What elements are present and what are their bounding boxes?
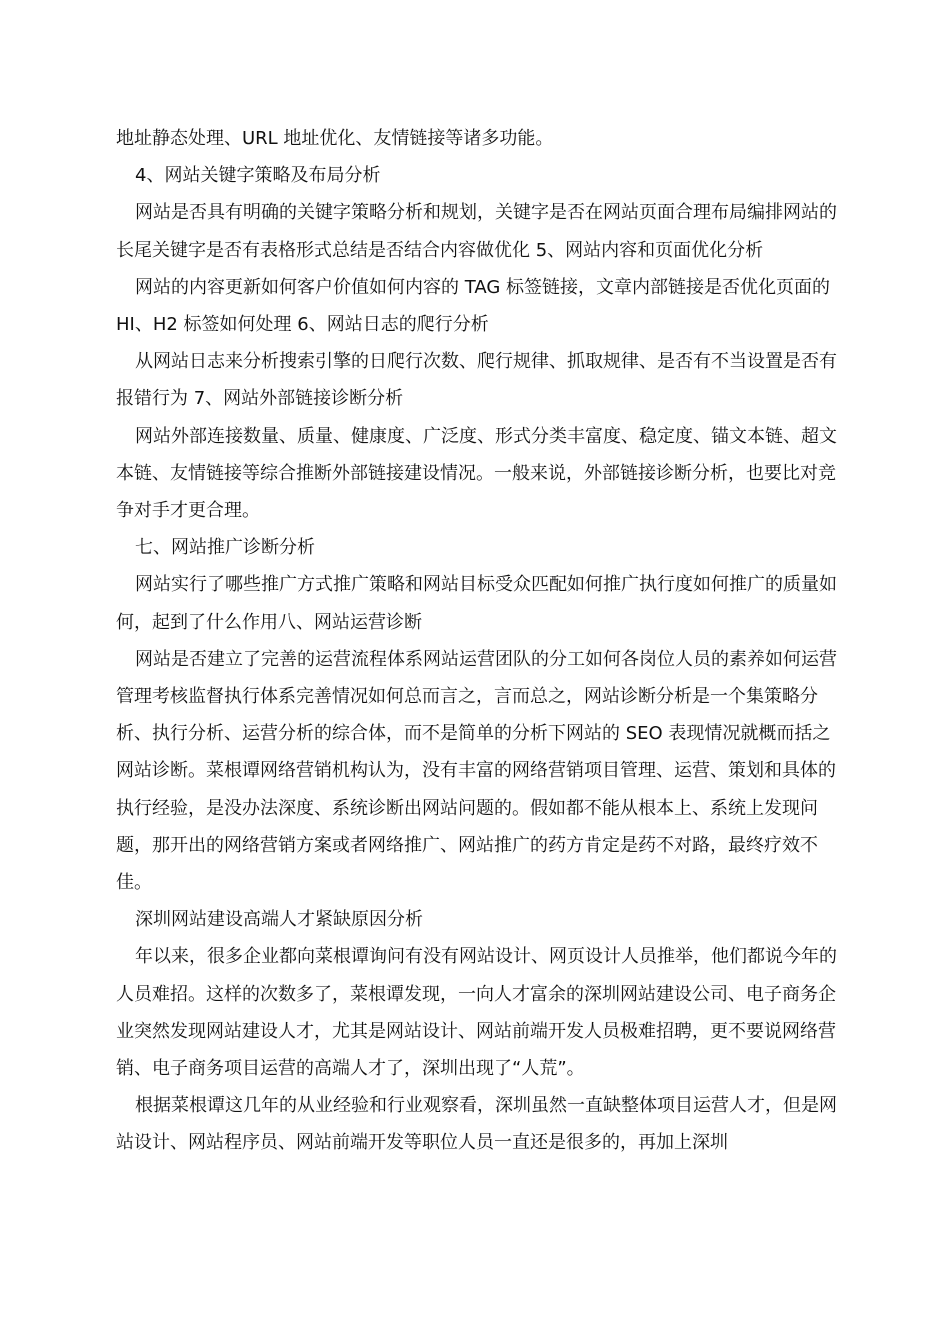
section-heading: 4、网站关键字策略及布局分析 [135, 165, 381, 187]
section-heading: 七、网站推广诊断分析 [135, 537, 315, 559]
paragraph: 地址静态处理、URL 地址优化、友情链接等诸多功能。 [116, 128, 554, 149]
paragraph: 网站的内容更新如何客户价值如何内容的 TAG 标签链接，文章内部链接是否优化页面的 HI、H2 标签如何处理 6、网站日志的爬行分析 [116, 276, 830, 336]
paragraph: 从网站日志来分析搜索引擎的日爬行次数、爬行规律、抓取规律、是否有不当设置是否有报错行为 7、网站外部链接诊断分析 [116, 351, 837, 410]
paragraph: 根据菜根谭这几年的从业经验和行业观察看，深圳虽然一直缺整体项目运营人才，但是网站设计、网站程序员、网站前端开发等职位人员一直还是很多的，再加上深圳 [116, 1095, 837, 1154]
paragraph: 年以来，很多企业都向菜根谭询问有没有网站设计、网页设计人员推举，他们都说今年的人员难招。这样的次数多了，菜根谭发现，一向人才富余的深圳网站建设公司、电子商务企业突然发现网站建设人才，尤其是网站设计、网站前端开发人员极难招聘，更不要说网络营销、电子商务项目运营的高端人才了，深圳出现了“人荒”。 [116, 946, 837, 1080]
paragraph: 网站是否建立了完善的运营流程体系网站运营团队的分工如何各岗位人员的素养如何运营管理考核监督执行体系完善情况如何总而言之，言而总之，网站诊断分析是一个集策略分析、执行分析、运营分析的综合体，而不是简单的分析下网站的 SEO 表现情况就概而括之网站诊断。菜根谭网络营销机构认为，没有丰富的网络营销项目管理、运营、策划和具体的执行经验，是没办法深度、系统诊断出网站问题的。假如都不能从根本上、系统上发现问题，那开出的网络营销方案或者网络推广、网站推广的药方肯定是药不对路，最终疗效不佳。 [116, 648, 837, 894]
paragraph: 网站实行了哪些推广方式推广策略和网站目标受众匹配如何推广执行度如何推广的质量如何，起到了什么作用八、网站运营诊断 [116, 574, 837, 633]
document-body [116, 120, 846, 1162]
paragraph: 网站外部连接数量、质量、健康度、广泛度、形式分类丰富度、稳定度、锚文本链、超文本链、友情链接等综合推断外部链接建设情况。一般来说，外部链接诊断分析，也要比对竞争对手才更合理。 [116, 425, 837, 522]
section-heading: 深圳网站建设高端人才紧缺原因分析 [135, 909, 423, 931]
paragraph: 网站是否具有明确的关键字策略分析和规划，关键字是否在网站页面合理布局编排网站的长尾关键字是否有表格形式总结是否结合内容做优化 5、网站内容和页面优化分析 [116, 202, 837, 261]
